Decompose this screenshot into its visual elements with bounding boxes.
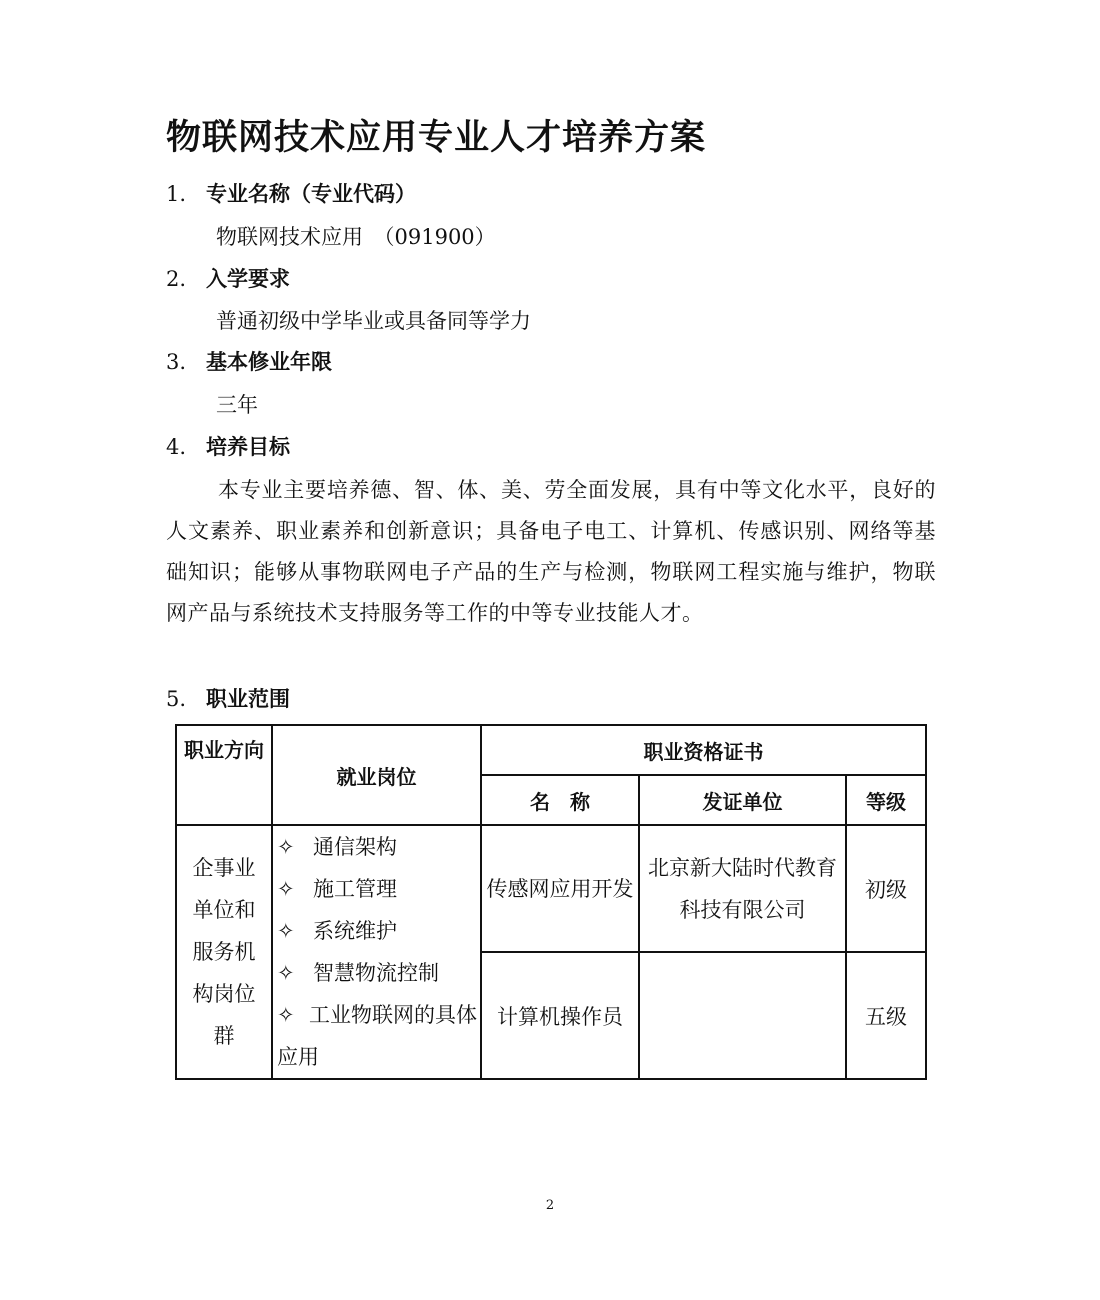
post-item: ✧ 系统维护 — [273, 910, 480, 952]
cert-level-cell: 五级 — [846, 952, 926, 1079]
posts-cell — [272, 825, 481, 1079]
cert-issuer-cell — [639, 952, 846, 1079]
section-number: 3. — [166, 350, 187, 374]
header-cert-issuer: 发证单位 — [639, 775, 846, 825]
header-cert-level: 等级 — [846, 775, 926, 825]
diamond-bullet-icon: ✧ — [277, 877, 295, 901]
section-heading-5 — [166, 683, 290, 713]
header-direction: 职业方向 — [176, 725, 272, 825]
major-name-value: 物联网技术应用 （091900） — [216, 225, 496, 249]
diamond-bullet-icon: ✧ — [277, 1003, 295, 1027]
post-item: ✧ 通信架构 — [273, 826, 480, 868]
section-heading-2 — [166, 263, 290, 293]
section-title: 基本修业年限 — [206, 350, 332, 374]
page-number: 2 — [545, 1198, 555, 1213]
section-heading-1 — [166, 178, 416, 208]
section-heading-4 — [166, 431, 290, 461]
post-item: ✧ 智慧物流控制 — [273, 952, 480, 994]
post-item: ✧ 施工管理 — [273, 868, 480, 910]
direction-cell: 企事业单位和服务机构岗位群 — [176, 825, 272, 1079]
diamond-bullet-icon: ✧ — [277, 919, 295, 943]
section-number: 5. — [166, 687, 187, 711]
cert-name-cell: 计算机操作员 — [481, 952, 639, 1079]
admission-value: 普通初级中学毕业或具备同等学力 — [216, 309, 531, 333]
section-title: 入学要求 — [206, 267, 290, 291]
section-number: 1. — [166, 182, 187, 206]
career-scope-table — [175, 724, 927, 1080]
section-heading-3 — [166, 346, 332, 376]
header-cert-name: 名 称 — [481, 775, 639, 825]
training-goal-paragraph: 本专业主要培养德、智、体、美、劳全面发展，具有中等文化水平，良好的人文素养、职业素养和创新意识；具备电子电工、计算机、传感识别、网络等基础知识；能够从事物联网电子产品的生产与检测，物联网工程实施与维护，物联网产品与系统技术支持服务等工作的中等专业技能人才。 — [166, 478, 936, 625]
header-posts: 就业岗位 — [272, 725, 481, 825]
duration-value: 三年 — [216, 393, 258, 417]
cert-level-cell: 初级 — [846, 825, 926, 952]
section-title: 专业名称（专业代码） — [206, 182, 416, 206]
cert-name-cell: 传感网应用开发 — [481, 825, 639, 952]
diamond-bullet-icon: ✧ — [277, 835, 295, 859]
cert-issuer-cell: 北京新大陆时代教育科技有限公司 — [639, 825, 846, 952]
section-title: 培养目标 — [206, 435, 290, 459]
diamond-bullet-icon: ✧ — [277, 961, 295, 985]
section-title: 职业范围 — [206, 687, 290, 711]
post-item: ✧ 工业物联网的具体应用 — [273, 994, 480, 1078]
section-number: 4. — [166, 435, 187, 459]
section-number: 2. — [166, 267, 187, 291]
page-title: 物联网技术应用专业人才培养方案 — [166, 118, 707, 158]
header-certificate: 职业资格证书 — [481, 725, 926, 775]
